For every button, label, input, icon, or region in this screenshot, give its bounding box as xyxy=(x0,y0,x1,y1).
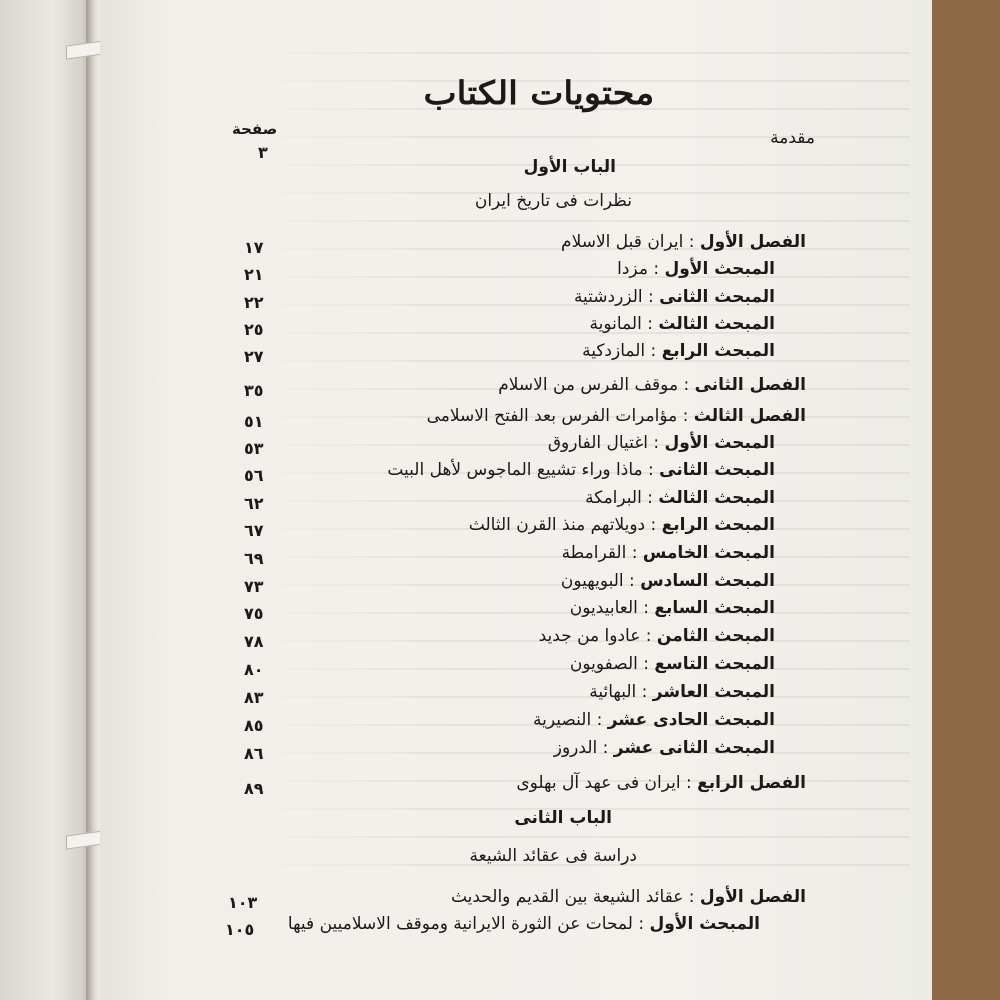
page-number: ٨٩ xyxy=(244,779,264,798)
page-number: ٥٦ xyxy=(244,466,264,485)
page-column-header: صفحة xyxy=(232,120,278,138)
toc-row-part1-ch3-sec10[interactable] xyxy=(589,682,775,702)
section-title: : البرامكة xyxy=(585,488,653,508)
toc-row-part1-ch3-sec2[interactable] xyxy=(387,460,775,480)
page-number: ٨٥ xyxy=(244,716,264,735)
toc-row-part1-ch1-sec3[interactable] xyxy=(590,314,775,334)
intro-page-number: ٣ xyxy=(258,143,268,162)
section-label: المبحث الثامن xyxy=(656,626,775,646)
toc-row-part1-ch3-sec6[interactable] xyxy=(561,571,775,591)
page-number: ٢٧ xyxy=(244,347,264,366)
page-number: ٨٦ xyxy=(244,744,264,763)
page-number: ٢٥ xyxy=(244,320,264,339)
page-number: ٧٨ xyxy=(244,632,264,651)
section-title: : النصيرية xyxy=(533,710,603,730)
chapter-title: : مؤامرات الفرس بعد الفتح الاسلامى xyxy=(426,406,689,426)
section-label: المبحث الثانى xyxy=(659,287,775,307)
part1-subtitle: نظرات فى تاريخ ايران xyxy=(474,191,632,211)
chapter-title: : ايران فى عهد آل بهلوى xyxy=(516,773,692,793)
chapter-label: الفصل الثالث xyxy=(693,406,806,426)
section-title: : العابيديون xyxy=(569,598,649,618)
section-title: : ماذا وراء تشييع الماجوس لأهل البيت xyxy=(387,460,654,480)
page-number: ٦٩ xyxy=(244,549,264,568)
toc-row-part1-ch3-sec7[interactable] xyxy=(570,598,775,618)
intro-label: مقدمة xyxy=(770,128,815,148)
section-label: المبحث الخامس xyxy=(642,543,775,563)
toc-row-part1-ch3-sec12[interactable] xyxy=(554,738,775,758)
toc-row-part1-ch3-sec3[interactable] xyxy=(585,488,775,508)
section-title: : عادوا من جديد xyxy=(538,626,652,646)
toc-row-part1-ch1-sec2[interactable] xyxy=(574,287,775,307)
section-title: : الزردشتية xyxy=(573,287,654,307)
section-title: : المانوية xyxy=(589,314,653,334)
page-title: محتويات الكتاب xyxy=(423,74,655,112)
part1-heading: الباب الأول xyxy=(523,157,616,177)
chapter-label: الفصل الثانى xyxy=(694,375,806,395)
toc-row-part1-ch3-sec1[interactable] xyxy=(548,433,775,453)
section-label: المبحث الثانى عشر xyxy=(613,738,775,758)
chapter-label: الفصل الرابع xyxy=(697,773,806,793)
section-label: المبحث الثالث xyxy=(658,488,775,508)
section-title: : القرامطة xyxy=(561,543,638,563)
section-label: المبحث السابع xyxy=(654,598,775,618)
section-title: : البويهيون xyxy=(560,571,635,591)
left-page-edge xyxy=(0,0,96,1000)
section-title: : الدروز xyxy=(553,738,609,758)
section-label: المبحث التاسع xyxy=(654,654,775,674)
page-number: ١٠٥ xyxy=(225,920,255,939)
page-number: ٣٥ xyxy=(244,381,264,400)
section-label: المبحث الأول xyxy=(664,433,775,453)
section-label: المبحث الثالث xyxy=(658,314,775,334)
page-number: ٧٣ xyxy=(244,577,264,596)
toc-row-part1-ch2[interactable] xyxy=(498,375,806,395)
page-number: ٢١ xyxy=(244,265,264,284)
chapter-title: : ايران قبل الاسلام xyxy=(561,232,695,252)
section-title: : لمحات عن الثورة الايرانية وموقف الاسلاميين فيها xyxy=(287,914,645,934)
book-binding xyxy=(86,0,100,1000)
section-title: : المازدكية xyxy=(582,341,657,361)
section-label: المبحث العاشر xyxy=(652,682,775,702)
section-label: المبحث الرابع xyxy=(661,341,775,361)
page-number: ٧٥ xyxy=(244,604,264,623)
page-number: ٥١ xyxy=(244,412,264,431)
chapter-label: الفصل الأول xyxy=(699,232,806,252)
chapter-label: الفصل الأول xyxy=(699,887,806,907)
toc-row-part1-ch4[interactable] xyxy=(516,773,806,793)
toc-row-part2-ch1[interactable] xyxy=(451,887,806,907)
contents-page xyxy=(100,0,932,1000)
page-number: ١٠٣ xyxy=(228,893,258,912)
toc-row-part1-ch1[interactable] xyxy=(561,232,806,252)
section-title: : مزدا xyxy=(617,259,660,279)
section-title: : دويلاتهم منذ القرن الثالث xyxy=(468,515,657,535)
page-number: ٦٧ xyxy=(244,521,264,540)
toc-row-part1-ch1-sec1[interactable] xyxy=(617,259,775,279)
section-title: : الصفويون xyxy=(569,654,650,674)
toc-row-part2-ch1-sec1[interactable] xyxy=(288,914,760,934)
section-label: المبحث الحادى عشر xyxy=(607,710,775,730)
page-number: ٦٢ xyxy=(244,494,264,513)
chapter-title: : موقف الفرس من الاسلام xyxy=(498,375,690,395)
toc-row-part1-ch3-sec9[interactable] xyxy=(570,654,775,674)
page-number: ٨٠ xyxy=(244,660,264,679)
part2-subtitle: دراسة فى عقائد الشيعة xyxy=(469,846,637,866)
part2-heading: الباب الثانى xyxy=(514,808,612,828)
toc-row-part1-ch3-sec11[interactable] xyxy=(533,710,775,730)
page-number: ٢٢ xyxy=(244,293,264,312)
toc-row-part1-ch3-sec8[interactable] xyxy=(539,626,775,646)
toc-row-part1-ch3-sec5[interactable] xyxy=(562,543,775,563)
page-number: ٥٣ xyxy=(244,439,264,458)
section-label: المبحث السادس xyxy=(640,571,775,591)
toc-row-part1-ch3[interactable] xyxy=(427,406,806,426)
section-label: المبحث الثانى xyxy=(659,460,775,480)
page-number: ١٧ xyxy=(244,238,264,257)
toc-row-part1-ch1-sec4[interactable] xyxy=(582,341,775,361)
chapter-title: : عقائد الشيعة بين القديم والحديث xyxy=(450,887,695,907)
section-label: المبحث الأول xyxy=(649,914,760,934)
section-title: : البهائية xyxy=(589,682,648,702)
section-title: : اغتيال الفاروق xyxy=(547,433,660,453)
toc-row-part1-ch3-sec4[interactable] xyxy=(469,515,775,535)
section-label: المبحث الرابع xyxy=(661,515,775,535)
page-number: ٨٣ xyxy=(244,688,264,707)
section-label: المبحث الأول xyxy=(664,259,775,279)
